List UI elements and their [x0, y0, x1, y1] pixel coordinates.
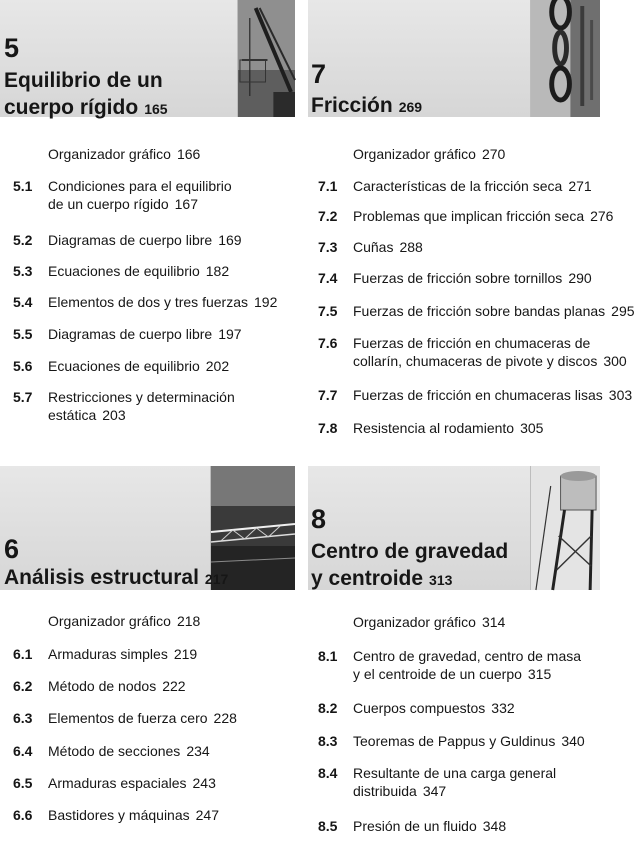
toc-entry-text: Fuerzas de fricción en chumaceras de — [353, 335, 591, 351]
toc-organizer-entry[interactable] — [48, 612, 200, 630]
toc-page-number: 348 — [482, 818, 507, 834]
toc-page-number: 228 — [213, 710, 237, 726]
toc-page-number: 276 — [590, 208, 614, 224]
toc-page-number: 203 — [102, 407, 126, 423]
chain-photo — [530, 0, 600, 117]
section-number: 8.2 — [318, 700, 338, 716]
toc-entry-text: Fuerzas de fricción sobre tornillos — [353, 270, 563, 286]
section-number: 8.1 — [318, 648, 338, 664]
section-number: 6.2 — [13, 678, 33, 694]
toc-page-number: 290 — [568, 270, 592, 286]
section-number: 7.5 — [318, 303, 338, 319]
toc-page-number: 270 — [481, 146, 506, 162]
toc-entry-text: Cuñas — [353, 239, 394, 255]
toc-page-number: 182 — [205, 263, 230, 279]
section-number: 5.4 — [13, 294, 33, 310]
chapter-title — [4, 67, 168, 123]
section-number: 8.3 — [318, 733, 338, 749]
chapter-number: 7 — [311, 59, 327, 89]
toc-page-number: 202 — [205, 358, 230, 374]
chapter-page-number: 165 — [144, 101, 168, 117]
toc-entry-text: Presión de un fluido — [353, 818, 477, 834]
toc-page-number: 167 — [174, 196, 198, 212]
section-number: 5.5 — [13, 326, 33, 342]
chapter-number: 5 — [4, 33, 20, 63]
toc-entry-text: Organizador gráfico — [353, 614, 476, 630]
chapter-title-line: Análisis estructural — [4, 566, 199, 589]
section-number: 7.6 — [318, 335, 338, 351]
chapter-title-line: Fricción — [311, 94, 393, 117]
water-tower-photo — [530, 466, 600, 590]
toc-entry-text: Teoremas de Pappus y Guldinus — [353, 733, 556, 749]
chapter-title — [4, 564, 228, 593]
chapter-number: 8 — [311, 504, 327, 534]
toc-entry-text: Elementos de fuerza cero — [48, 710, 208, 726]
toc-entry-text: Organizador gráfico — [48, 146, 171, 162]
toc-entry-text: Bastidores y máquinas — [48, 807, 190, 823]
toc-entry-text: Restricciones y determinación — [48, 389, 235, 405]
toc-organizer-entry[interactable] — [48, 145, 200, 163]
toc-entry-text: Método de secciones — [48, 743, 181, 759]
toc-page-number: 234 — [186, 743, 210, 759]
toc-organizer-entry[interactable] — [353, 613, 505, 631]
toc-page-number: 219 — [173, 646, 198, 662]
toc-entry-text: Método de nodos — [48, 678, 157, 694]
toc-page-number: 218 — [176, 613, 201, 629]
section-number: 7.2 — [318, 208, 338, 224]
section-number: 5.7 — [13, 389, 33, 405]
toc-page-number: 295 — [611, 303, 635, 319]
chapter-title — [311, 538, 508, 594]
toc-entry-text: Ecuaciones de equilibrio — [48, 263, 200, 279]
section-number: 8.4 — [318, 765, 338, 781]
chapter-title-line: cuerpo rígido — [4, 96, 139, 119]
toc-page-number: 243 — [192, 775, 216, 791]
toc-entry-text: y el centroide de un cuerpo — [353, 666, 522, 682]
toc-entry-text: distribuida — [353, 783, 417, 799]
toc-entry-text: Condiciones para el equilibrio — [48, 178, 232, 194]
toc-page-number: 288 — [399, 239, 423, 255]
crane-photo — [237, 0, 295, 117]
toc-page-number: 347 — [422, 783, 447, 799]
toc-entry-text: collarín, chumaceras de pivote y discos — [353, 353, 598, 369]
toc-entry-text: Organizador gráfico — [48, 613, 171, 629]
toc-page-number: 222 — [162, 678, 186, 694]
toc-entry-text: Organizador gráfico — [353, 146, 476, 162]
section-number: 7.4 — [318, 270, 338, 286]
chapter-page-number: 313 — [429, 572, 453, 588]
toc-entry-text: Armaduras simples — [48, 646, 168, 662]
section-number: 6.5 — [13, 775, 33, 791]
section-number: 6.3 — [13, 710, 33, 726]
chapter-title-line: Equilibrio de un — [4, 69, 163, 92]
section-number: 7.3 — [318, 239, 338, 255]
toc-page-number: 300 — [603, 353, 627, 369]
section-number: 7.1 — [318, 178, 338, 194]
toc-entry-text: Fuerzas de fricción sobre bandas planas — [353, 303, 606, 319]
section-number: 5.6 — [13, 358, 33, 374]
toc-entry-text: Características de la fricción seca — [353, 178, 563, 194]
toc-page-number: 332 — [491, 700, 515, 716]
toc-entry-text: Resistencia al rodamiento — [353, 420, 515, 436]
section-number: 6.4 — [13, 743, 33, 759]
chapter-title-line: Centro de gravedad — [311, 540, 509, 563]
chapter-page-number: 269 — [398, 99, 423, 115]
toc-entry-text: Fuerzas de fricción en chumaceras lisas — [353, 387, 603, 403]
toc-page-number: 169 — [218, 232, 242, 248]
toc-entry-text: Diagramas de cuerpo libre — [48, 232, 213, 248]
chapter-number: 6 — [4, 534, 20, 564]
toc-page-number: 314 — [481, 614, 506, 630]
toc-page-number: 303 — [608, 387, 633, 403]
toc-entry-text: Problemas que implican fricción seca — [353, 208, 585, 224]
toc-page-number: 315 — [527, 666, 552, 682]
section-number: 7.8 — [318, 420, 338, 436]
toc-entry-text: Resultante de una carga general — [353, 765, 557, 781]
toc-page-number: 166 — [176, 146, 201, 162]
toc-organizer-entry[interactable] — [353, 145, 505, 163]
toc-entry-text: Elementos de dos y tres fuerzas — [48, 294, 248, 310]
toc-entry-text: Cuerpos compuestos — [353, 700, 486, 716]
section-number: 5.3 — [13, 263, 33, 279]
toc-entry-text: Centro de gravedad, centro de masa — [353, 648, 582, 664]
chapter-title-line: y centroide — [311, 567, 424, 590]
toc-page-number: 192 — [254, 294, 278, 310]
toc-entry-text: Armaduras espaciales — [48, 775, 187, 791]
section-number: 6.6 — [13, 807, 33, 823]
section-number: 7.7 — [318, 387, 338, 403]
section-number: 6.1 — [13, 646, 33, 662]
section-number: 5.2 — [13, 232, 33, 248]
chapter-page-number: 217 — [204, 571, 229, 587]
chapter-title — [311, 92, 422, 121]
section-number: 8.5 — [318, 818, 338, 834]
toc-entry-text: de un cuerpo rígido — [48, 196, 169, 212]
toc-page-number: 271 — [568, 178, 592, 194]
toc-entry-text: Ecuaciones de equilibrio — [48, 358, 200, 374]
toc-page-number: 247 — [195, 807, 219, 823]
toc-page-number: 340 — [561, 733, 585, 749]
toc-entry-text: estática — [48, 407, 97, 423]
toc-page-number: 197 — [218, 326, 242, 342]
toc-page-number: 305 — [520, 420, 544, 436]
section-number: 5.1 — [13, 178, 33, 194]
toc-entry-text: Diagramas de cuerpo libre — [48, 326, 213, 342]
